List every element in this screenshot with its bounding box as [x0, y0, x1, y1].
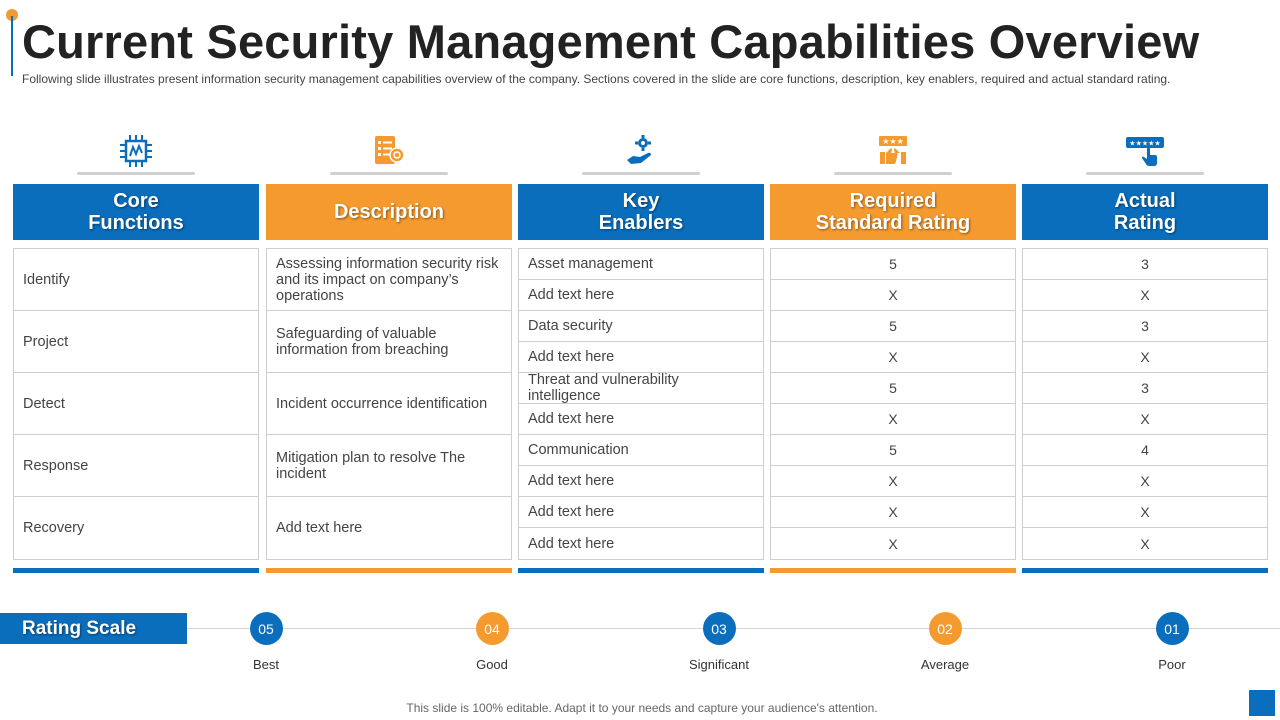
- footnote: This slide is 100% editable. Adapt it to your needs and capture your audience's attention.: [406, 701, 878, 715]
- table-cell: Incident occurrence identification: [267, 373, 511, 435]
- header-line: Required: [849, 190, 937, 212]
- column-footer-bar: [770, 568, 1016, 573]
- column-actual-rating: [1022, 134, 1268, 552]
- hand-gear-icon: [624, 134, 658, 168]
- rating-scale-item: [206, 612, 326, 672]
- table-cell: Mitigation plan to resolve The incident: [267, 435, 511, 497]
- table-cell: 3: [1023, 311, 1267, 342]
- table-cell: Add text here: [519, 404, 763, 435]
- table-cell: Project: [14, 311, 258, 373]
- table-cell: Add text here: [519, 280, 763, 311]
- table-cell: Asset management: [519, 249, 763, 280]
- table-cell: Detect: [14, 373, 258, 435]
- rating-number-badge: 02: [929, 612, 962, 645]
- header-key-enablers: [518, 184, 764, 240]
- header-line: Core: [113, 190, 159, 212]
- core-functions-list: [13, 248, 259, 560]
- corner-decoration: [1249, 690, 1275, 716]
- star-rating-click-icon: [1125, 134, 1165, 168]
- column-footer-bar: [13, 568, 259, 573]
- rating-label-text: Average: [920, 657, 970, 672]
- table-cell: Add text here: [528, 535, 615, 552]
- rating-label-text: Significant: [689, 657, 749, 672]
- table-cell: Assessing information security risk and its impact on company’s operations: [267, 249, 511, 311]
- table-cell: Add text here: [276, 520, 363, 536]
- table-cell: Add text here: [519, 466, 763, 497]
- table-cell: X: [888, 535, 898, 552]
- column-footer-bar: [518, 568, 764, 573]
- header-line: Description: [333, 201, 445, 223]
- table-cell: X: [1140, 535, 1150, 552]
- table-cell: Data security: [519, 311, 763, 342]
- table-cell: Response: [14, 435, 258, 497]
- table-cell: Identify: [14, 249, 258, 311]
- table-cell: X: [771, 404, 1015, 435]
- rating-number-badge: 05: [250, 612, 283, 645]
- header-line: Key: [622, 190, 660, 212]
- table-cell: 4: [1023, 435, 1267, 466]
- icon-base-line: [582, 172, 700, 175]
- rating-scale-item: [659, 612, 779, 672]
- table-cell: X: [1023, 497, 1267, 528]
- header-required-rating: [770, 184, 1016, 240]
- header-line: Enablers: [598, 212, 684, 234]
- decorative-line: [11, 16, 13, 76]
- page-title: Current Security Management Capabilities Overview: [22, 15, 1200, 68]
- table-cell: 5: [771, 311, 1015, 342]
- table-cell: Safeguarding of valuable information from breaching: [267, 311, 511, 373]
- column-core-functions: [13, 134, 259, 536]
- table-cell: 5: [771, 435, 1015, 466]
- table-cell: 5: [771, 373, 1015, 404]
- table-cell: Threat and vulnerability intelligence: [519, 373, 763, 404]
- column-description: [266, 134, 512, 536]
- page-subtitle: Following slide illustrates present information security management capabilities overview of the company. Sections covered in the slide are core functions, description, key enablers, required and actual standard rating.: [22, 72, 1171, 86]
- table-cell: X: [771, 497, 1015, 528]
- rating-label-text: Best: [252, 657, 279, 672]
- checklist-icon: [372, 134, 406, 168]
- required-rating-list: [770, 248, 1016, 560]
- rating-scale-label: Rating Scale: [0, 613, 187, 644]
- header-description: [266, 184, 512, 240]
- table-cell: X: [1023, 466, 1267, 497]
- rating-number-badge: 03: [703, 612, 736, 645]
- description-list: [266, 248, 512, 560]
- column-footer-bar: [1022, 568, 1268, 573]
- table-cell: 5: [771, 249, 1015, 280]
- table-cell: Recovery: [23, 520, 85, 536]
- icon-base-line: [1086, 172, 1204, 175]
- column-footer-bar: [266, 568, 512, 573]
- header-line: Actual: [1114, 190, 1176, 212]
- svg-text:★★★★★: ★★★★★: [1129, 139, 1161, 148]
- key-enablers-list: [518, 248, 764, 560]
- table-cell: X: [771, 466, 1015, 497]
- actual-rating-list: [1022, 248, 1268, 560]
- rating-scale-item: [432, 612, 552, 672]
- table-cell: X: [1023, 342, 1267, 373]
- column-required-rating: [770, 134, 1016, 552]
- rating-scale-item: [885, 612, 1005, 672]
- table-cell: X: [1023, 404, 1267, 435]
- icon-base-line: [77, 172, 195, 175]
- rating-label-text: Poor: [1158, 657, 1186, 672]
- header-line: Rating: [1113, 212, 1177, 234]
- table-cell: X: [771, 342, 1015, 373]
- column-key-enablers: [518, 134, 764, 552]
- table-cell: X: [1023, 280, 1267, 311]
- svg-text:★★★: ★★★: [882, 137, 904, 146]
- icon-base-line: [834, 172, 952, 175]
- header-actual-rating: [1022, 184, 1268, 240]
- rating-number-badge: 04: [476, 612, 509, 645]
- header-line: Functions: [88, 212, 184, 234]
- rating-scale-item: [1112, 612, 1232, 672]
- rating-label-text: Good: [476, 657, 508, 672]
- rating-number-badge: 01: [1156, 612, 1189, 645]
- table-cell: X: [771, 280, 1015, 311]
- thumbs-rating-icon: [876, 134, 910, 168]
- header-core-functions: [13, 184, 259, 240]
- table-cell: Communication: [519, 435, 763, 466]
- table-cell: Add text here: [519, 497, 763, 528]
- chip-icon: [119, 134, 153, 168]
- table-cell: 3: [1023, 373, 1267, 404]
- table-cell: Add text here: [519, 342, 763, 373]
- header-line: Standard Rating: [815, 212, 971, 234]
- icon-base-line: [330, 172, 448, 175]
- table-cell: 3: [1023, 249, 1267, 280]
